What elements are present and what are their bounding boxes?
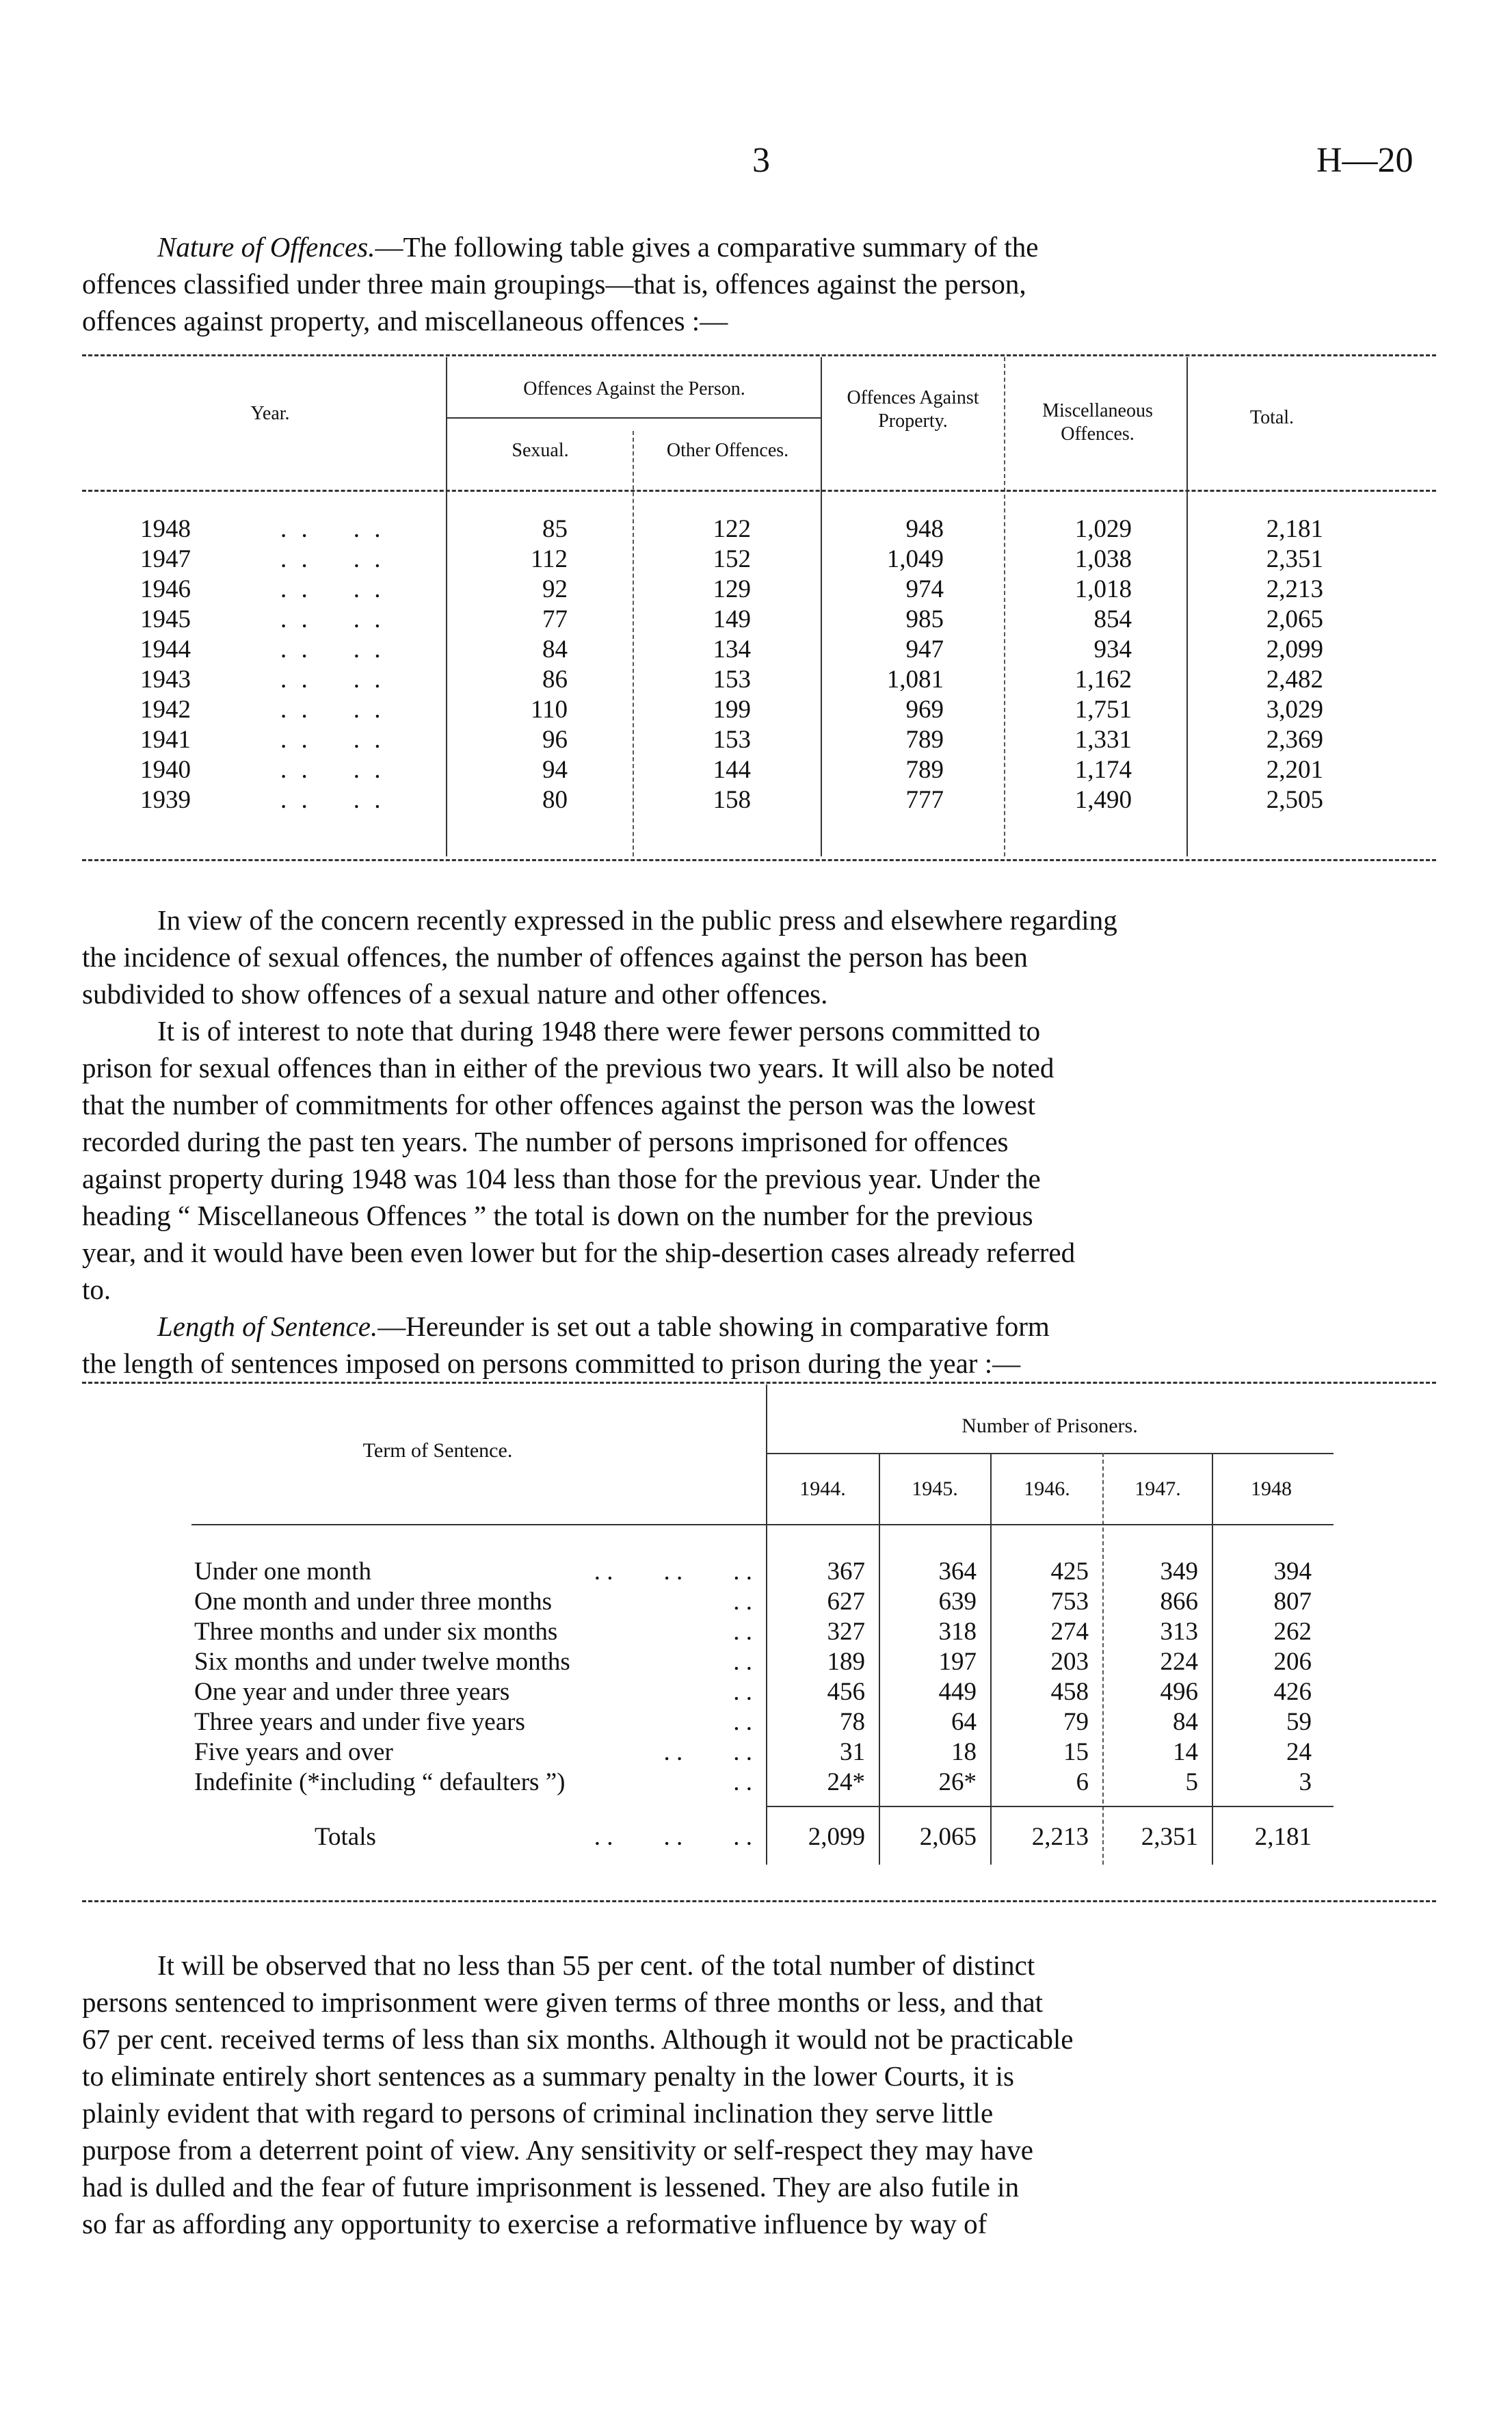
intro-line: offences against property, and miscellaneous offences :— [82, 305, 728, 337]
leader-dots: . . . . [280, 696, 385, 724]
total-cell: 2,099 [1266, 635, 1323, 663]
sexual-cell: 96 [542, 726, 568, 754]
header-offences-against-person: Offences Against the Person. [523, 378, 745, 399]
prisoner-count-cell: 24 [1286, 1738, 1312, 1766]
total-cell: 2,213 [1266, 575, 1323, 603]
year-cell: 1939 [140, 786, 191, 814]
prisoner-count-cell: 15 [1063, 1738, 1089, 1766]
table-rule [82, 1900, 1436, 1902]
misc-cell: 1,174 [1074, 756, 1132, 784]
prisoner-count-cell: 224 [1160, 1648, 1198, 1676]
prisoner-count-cell: 24* [827, 1768, 865, 1796]
paragraph-line: plainly evident that with regard to persons of criminal inclination they serve little [82, 2097, 994, 2129]
header-year-1946: 1946. [1024, 1477, 1070, 1500]
prisoner-count-cell: 496 [1160, 1678, 1198, 1706]
length-of-sentence-heading: Length of Sentence. [157, 1311, 378, 1342]
prisoner-count-cell: 203 [1050, 1648, 1089, 1676]
sexual-cell: 94 [542, 756, 568, 784]
sexual-cell: 86 [542, 666, 568, 694]
property-cell: 1,049 [886, 545, 944, 573]
paragraph-line: against property during 1948 was 104 less than those for the previous year. Under the [82, 1163, 1041, 1194]
header-divider [446, 417, 821, 419]
other-cell: 129 [713, 575, 751, 603]
year-cell: 1948 [140, 515, 191, 543]
total-cell: 2,351 [1266, 545, 1323, 573]
leader-dots: . . [733, 1678, 752, 1706]
leader-dots: . . . . [280, 605, 385, 633]
term-label: Five years and over [194, 1738, 393, 1766]
total-cell: 3,029 [1266, 696, 1323, 724]
year-cell: 1947 [140, 545, 191, 573]
header-offences-against-property: Offences Against Property. [847, 387, 979, 432]
totals-rule [766, 1806, 1334, 1807]
header-divider [766, 1453, 1334, 1454]
leader-dots: . . . . [663, 1738, 752, 1766]
intro-paragraph [82, 228, 1429, 339]
property-cell: 985 [905, 605, 944, 633]
other-cell: 152 [713, 545, 751, 573]
prisoner-count-cell: 59 [1286, 1708, 1312, 1736]
prisoner-count-cell: 456 [827, 1678, 865, 1706]
paragraph-line: to eliminate entirely short sentences as a summary penalty in the lower Courts, it is [82, 2060, 1014, 2092]
other-cell: 134 [713, 635, 751, 663]
property-cell: 789 [905, 756, 944, 784]
prisoner-count-cell: 866 [1160, 1588, 1198, 1616]
other-cell: 144 [713, 756, 751, 784]
other-cell: 122 [713, 515, 751, 543]
leader-dots: . . . . [280, 786, 385, 814]
intro-line: —The following table gives a comparative summary of the [375, 231, 1039, 263]
misc-cell: 1,038 [1074, 545, 1132, 573]
term-label: Three months and under six months [194, 1618, 558, 1646]
paragraph-line: that the number of commitments for other offences against the person was the lowest [82, 1089, 1035, 1120]
table-rule [82, 1382, 1436, 1384]
leader-dots: . . [733, 1618, 752, 1646]
paragraph-commitments [82, 1012, 1429, 1308]
paragraph-observations [82, 1947, 1429, 2242]
prisoner-count-cell: 84 [1173, 1708, 1198, 1736]
paragraph-line: to. [82, 1274, 111, 1305]
header-year-1948: 1948 [1251, 1477, 1292, 1500]
term-label: Three years and under five years [194, 1708, 525, 1736]
table-rule [82, 354, 1436, 356]
prisoner-count-cell: 458 [1050, 1678, 1089, 1706]
prisoner-count-cell: 627 [827, 1588, 865, 1616]
prisoner-count-cell: 807 [1273, 1588, 1312, 1616]
property-cell: 1,081 [886, 666, 944, 694]
header-underline [191, 1524, 1334, 1525]
prisoner-count-cell: 274 [1050, 1618, 1089, 1646]
year-cell: 1944 [140, 635, 191, 663]
prisoner-count-cell: 426 [1273, 1678, 1312, 1706]
table-rule [82, 490, 1436, 492]
misc-cell: 1,751 [1074, 696, 1132, 724]
prisoner-count-cell: 367 [827, 1558, 865, 1586]
leader-dots: . . . . [280, 545, 385, 573]
misc-cell: 934 [1093, 635, 1132, 663]
header-sexual: Sexual. [512, 440, 569, 461]
paragraph-line: prison for sexual offences than in either of the previous two years. It will also be noted [82, 1052, 1055, 1083]
paragraph-line: —Hereunder is set out a table showing in comparative form [377, 1311, 1050, 1342]
paragraph-line: It will be observed that no less than 55 per cent. of the total number of distinct [157, 1949, 1035, 1981]
prisoner-count-cell: 18 [951, 1738, 977, 1766]
paragraph-line: subdivided to show offences of a sexual nature and other offences. [82, 978, 828, 1010]
term-label: One month and under three months [194, 1588, 553, 1616]
header-term-of-sentence: Term of Sentence. [362, 1439, 513, 1462]
term-label: Under one month [194, 1558, 371, 1586]
header-miscellaneous-offences: Miscellaneous Offences. [1042, 400, 1153, 445]
leader-dots: . . . . [280, 575, 385, 603]
header-year-1947: 1947. [1135, 1477, 1181, 1500]
prisoner-count-cell: 2,351 [1141, 1823, 1198, 1851]
total-cell: 2,065 [1266, 605, 1323, 633]
intro-line: offences classified under three main groupings—that is, offences against the person, [82, 268, 1026, 300]
other-cell: 153 [713, 666, 751, 694]
prisoner-count-cell: 364 [938, 1558, 977, 1586]
leader-dots: . . [733, 1768, 752, 1796]
prisoner-count-cell: 394 [1273, 1558, 1312, 1586]
paragraph-line: In view of the concern recently expressed in the public press and elsewhere regarding [157, 904, 1117, 936]
sexual-cell: 84 [542, 635, 568, 663]
prisoner-count-cell: 2,181 [1254, 1823, 1312, 1851]
property-cell: 947 [905, 635, 944, 663]
paragraph-length-of-sentence [82, 1308, 1429, 1382]
misc-cell: 854 [1093, 605, 1132, 633]
leader-dots: . . [733, 1648, 752, 1676]
prisoner-count-cell: 753 [1050, 1588, 1089, 1616]
paragraph-line: It is of interest to note that during 1948 there were fewer persons committed to [157, 1015, 1041, 1047]
sexual-cell: 80 [542, 786, 568, 814]
sexual-cell: 77 [542, 605, 568, 633]
paragraph-line: the incidence of sexual offences, the number of offences against the person has been [82, 941, 1028, 973]
prisoner-count-cell: 2,065 [919, 1823, 977, 1851]
sexual-cell: 92 [542, 575, 568, 603]
prisoner-count-cell: 318 [938, 1618, 977, 1646]
leader-dots: . . . . . . [594, 1558, 752, 1586]
other-cell: 149 [713, 605, 751, 633]
total-cell: 2,482 [1266, 666, 1323, 694]
paragraph-line: so far as affording any opportunity to exercise a reformative influence by way of [82, 2208, 987, 2239]
prisoner-count-cell: 349 [1160, 1558, 1198, 1586]
year-cell: 1946 [140, 575, 191, 603]
paragraph-line: the length of sentences imposed on persons committed to prison during the year :— [82, 1348, 1021, 1379]
term-label: Indefinite (*including “ defaulters ”) [194, 1768, 566, 1796]
total-cell: 2,505 [1266, 786, 1323, 814]
paragraph-line: persons sentenced to imprisonment were given terms of three months or less, and that [82, 1986, 1044, 2018]
prisoner-count-cell: 206 [1273, 1648, 1312, 1676]
prisoner-count-cell: 31 [840, 1738, 865, 1766]
misc-cell: 1,018 [1074, 575, 1132, 603]
prisoner-count-cell: 5 [1185, 1768, 1198, 1796]
header-total: Total. [1249, 407, 1295, 428]
prisoner-count-cell: 449 [938, 1678, 977, 1706]
page-number: 3 [752, 141, 770, 180]
header-year: Year. [250, 403, 290, 424]
paragraph-sexual-offences [82, 902, 1429, 1012]
leader-dots: . . . . [280, 635, 385, 663]
year-cell: 1943 [140, 666, 191, 694]
year-cell: 1941 [140, 726, 191, 754]
prisoner-count-cell: 197 [938, 1648, 977, 1676]
header-other-offences: Other Offences. [666, 440, 789, 461]
misc-cell: 1,490 [1074, 786, 1132, 814]
total-cell: 2,369 [1266, 726, 1323, 754]
prisoner-count-cell: 327 [827, 1618, 865, 1646]
prisoner-count-cell: 189 [827, 1648, 865, 1676]
prisoner-count-cell: 425 [1050, 1558, 1089, 1586]
prisoner-count-cell: 639 [938, 1588, 977, 1616]
term-label: Six months and under twelve months [194, 1648, 570, 1676]
total-cell: 2,201 [1266, 756, 1323, 784]
table-rule [82, 859, 1436, 861]
paragraph-line: purpose from a deterrent point of view. Any sensitivity or self-respect they may have [82, 2134, 1033, 2166]
prisoner-count-cell: 78 [840, 1708, 865, 1736]
prisoner-count-cell: 3 [1299, 1768, 1312, 1796]
leader-dots: . . . . [280, 515, 385, 543]
prisoner-count-cell: 14 [1173, 1738, 1198, 1766]
misc-cell: 1,162 [1074, 666, 1132, 694]
year-cell: 1940 [140, 756, 191, 784]
property-cell: 789 [905, 726, 944, 754]
paragraph-line: year, and it would have been even lower but for the ship-desertion cases already referred [82, 1237, 1076, 1268]
document-reference: H—20 [1316, 141, 1414, 180]
header-year-1945: 1945. [912, 1477, 958, 1500]
intro-heading: Nature of Offences. [157, 231, 375, 263]
leader-dots: . . . . [280, 756, 385, 784]
leader-dots: . . . . [280, 726, 385, 754]
paragraph-line: recorded during the past ten years. The number of persons imprisoned for offences [82, 1126, 1009, 1157]
leader-dots: . . . . . . [594, 1823, 752, 1851]
prisoner-count-cell: 26* [938, 1768, 977, 1796]
leader-dots: . . [733, 1588, 752, 1616]
prisoner-count-cell: 262 [1273, 1618, 1312, 1646]
other-cell: 199 [713, 696, 751, 724]
total-cell: 2,181 [1266, 515, 1323, 543]
paragraph-line: had is dulled and the fear of future imprisonment is lessened. They are also futile in [82, 2171, 1020, 2203]
header-year-1944: 1944. [799, 1477, 846, 1500]
sexual-cell: 112 [530, 545, 568, 573]
prisoner-count-cell: 64 [951, 1708, 977, 1736]
year-cell: 1945 [140, 605, 191, 633]
misc-cell: 1,331 [1074, 726, 1132, 754]
paragraph-line: 67 per cent. received terms of less than six months. Although it would not be practicable [82, 2023, 1074, 2055]
paragraph-line: heading “ Miscellaneous Offences ” the total is down on the number for the previous [82, 1200, 1033, 1231]
property-cell: 969 [905, 696, 944, 724]
header-number-of-prisoners: Number of Prisoners. [961, 1415, 1138, 1437]
other-cell: 153 [713, 726, 751, 754]
totals-label: Totals [315, 1823, 376, 1851]
property-cell: 974 [905, 575, 944, 603]
prisoner-count-cell: 2,213 [1031, 1823, 1089, 1851]
leader-dots: . . . . [280, 666, 385, 694]
sexual-cell: 85 [542, 515, 568, 543]
prisoner-count-cell: 6 [1076, 1768, 1089, 1796]
leader-dots: . . [733, 1708, 752, 1736]
prisoner-count-cell: 79 [1063, 1708, 1089, 1736]
sexual-cell: 110 [530, 696, 568, 724]
property-cell: 948 [905, 515, 944, 543]
year-cell: 1942 [140, 696, 191, 724]
prisoner-count-cell: 2,099 [808, 1823, 865, 1851]
property-cell: 777 [905, 786, 944, 814]
term-label: One year and under three years [194, 1678, 510, 1706]
prisoner-count-cell: 313 [1160, 1618, 1198, 1646]
misc-cell: 1,029 [1074, 515, 1132, 543]
other-cell: 158 [713, 786, 751, 814]
